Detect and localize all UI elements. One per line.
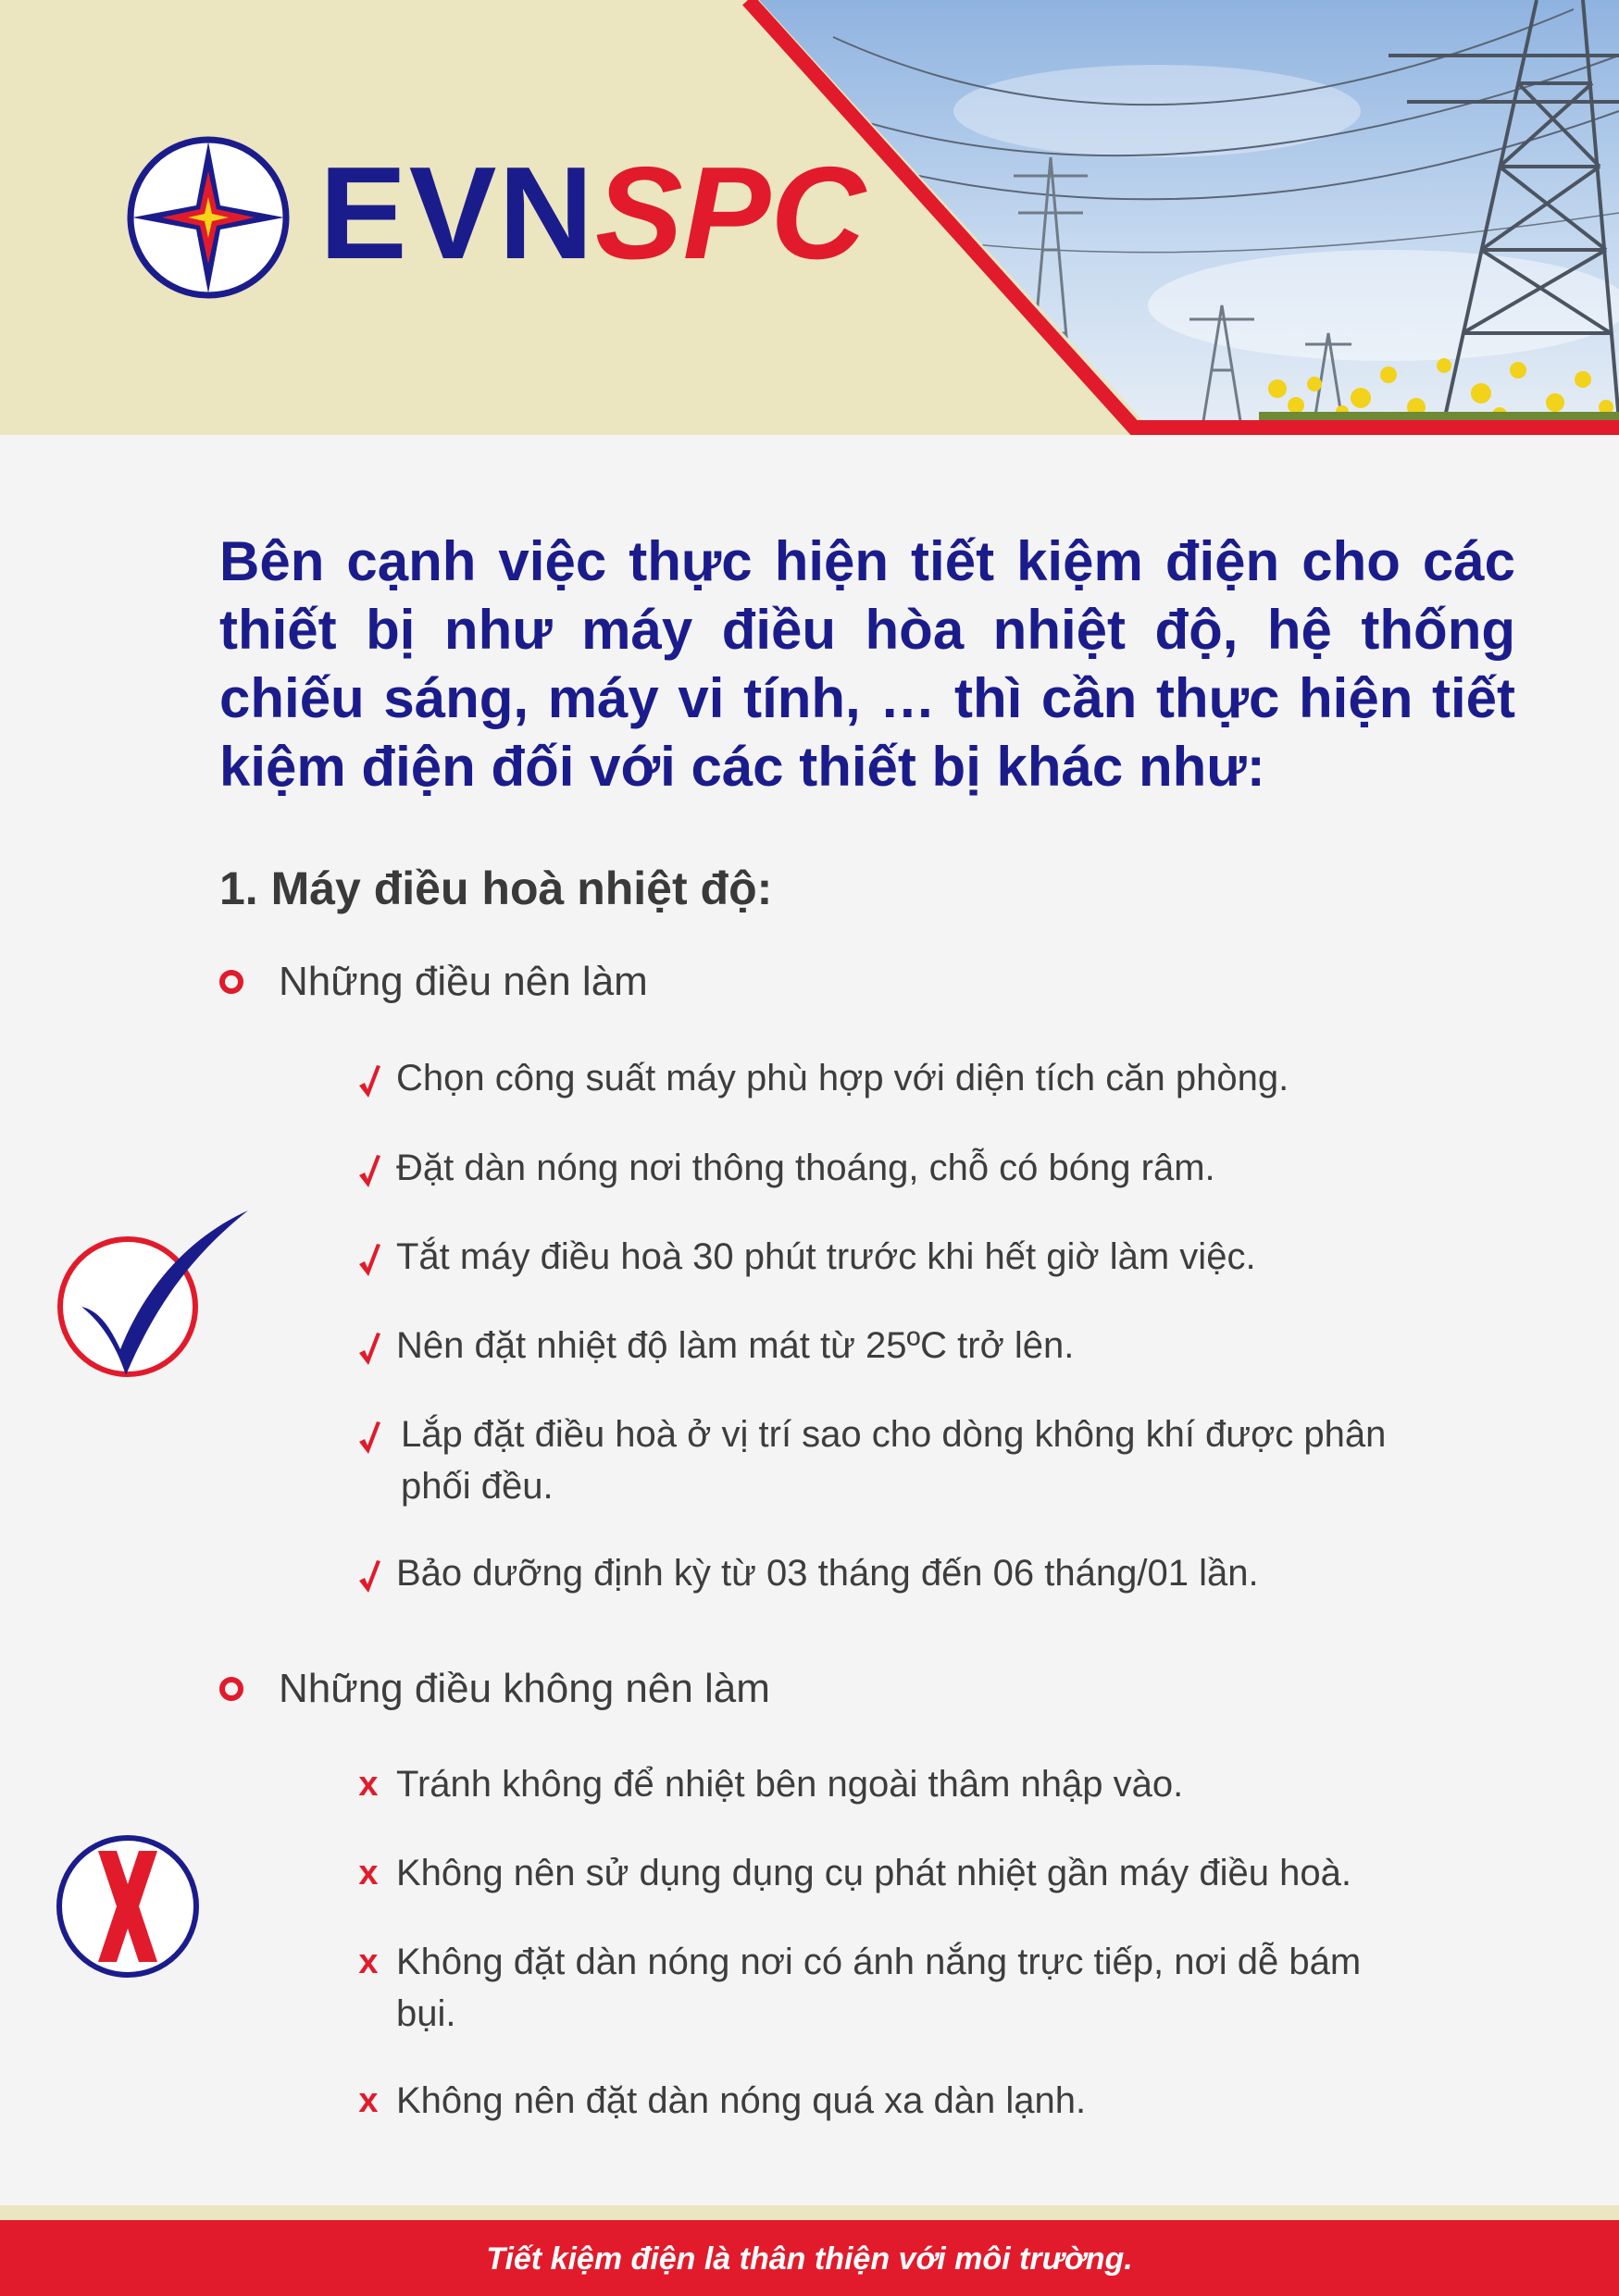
- checkmark-icon: [355, 1547, 382, 1599]
- x-mark-icon: x: [358, 2081, 379, 2120]
- do-item-text: Chọn công suất máy phù hợp với diện tích căn phòng.: [396, 1058, 1289, 1098]
- footer-bar: [0, 2220, 1619, 2296]
- x-mark-icon: x: [358, 1765, 379, 1804]
- dont-item-text: Không nên sử dụng dụng cụ phát nhiệt gần máy điều hoà.: [396, 1853, 1352, 1893]
- intro-paragraph: Bên cạnh việc thực hiện tiết kiệm điện cho các thiết bị như máy điều hòa nhiệt độ, hệ thống chiếu sáng, máy vi tính, … thì cần thực hiện tiết kiệm điện đối với các thiết bị khác như:: [219, 530, 1515, 798]
- dont-item-text: Không đặt dàn nóng nơi có ánh nắng trực tiếp, nơi dễ bám bụi.: [396, 1942, 1362, 2034]
- do-heading-label: Những điều nên làm: [279, 959, 648, 1004]
- x-mark-icon: x: [358, 1854, 379, 1893]
- ring-bullet-icon: [219, 970, 243, 994]
- section-title: 1. Máy điều hoà nhiệt độ:: [219, 863, 773, 914]
- header-banner: [0, 0, 1619, 435]
- x-mark-icon: x: [358, 1942, 379, 1981]
- evn-star-logo-icon: [125, 134, 292, 301]
- checkmark-icon: [355, 1231, 382, 1283]
- dont-heading-label: Những điều không nên làm: [279, 1666, 770, 1711]
- brand-wordmark: [319, 140, 866, 287]
- checkmark-icon: [355, 1142, 382, 1194]
- ring-bullet-icon: [219, 1677, 243, 1701]
- brand-spc: SPC: [594, 140, 866, 287]
- checkmark-icon: [355, 1320, 382, 1371]
- do-item-text: Lắp đặt điều hoà ở vị trí sao cho dòng không khí được phân phối đều.: [401, 1414, 1387, 1507]
- footer-strip: [0, 2205, 1619, 2220]
- do-item-text: Tắt máy điều hoà 30 phút trước khi hết giờ làm việc.: [396, 1236, 1256, 1277]
- brand-evn: EVN: [319, 140, 595, 287]
- do-item-text: Đặt dàn nóng nơi thông thoáng, chỗ có bóng râm.: [396, 1148, 1215, 1188]
- footer-slogan: Tiết kiệm điện là thân thiện với môi trường.: [486, 2241, 1133, 2277]
- dont-item-text: Tránh không để nhiệt bên ngoài thâm nhập vào.: [396, 1764, 1184, 1805]
- do-item-text: Bảo dưỡng định kỳ từ 03 tháng đến 06 tháng/01 lần.: [396, 1553, 1259, 1594]
- checkmark-icon: [355, 1052, 382, 1104]
- do-item-text: Nên đặt nhiệt độ làm mát từ 25ºC trở lên.: [396, 1325, 1075, 1366]
- check-circle-icon: [54, 1203, 253, 1384]
- cross-circle-icon: [54, 1832, 202, 1980]
- dont-item-text: Không nên đặt dàn nóng quá xa dàn lạnh.: [396, 2080, 1087, 2121]
- checkmark-icon: [355, 1409, 382, 1460]
